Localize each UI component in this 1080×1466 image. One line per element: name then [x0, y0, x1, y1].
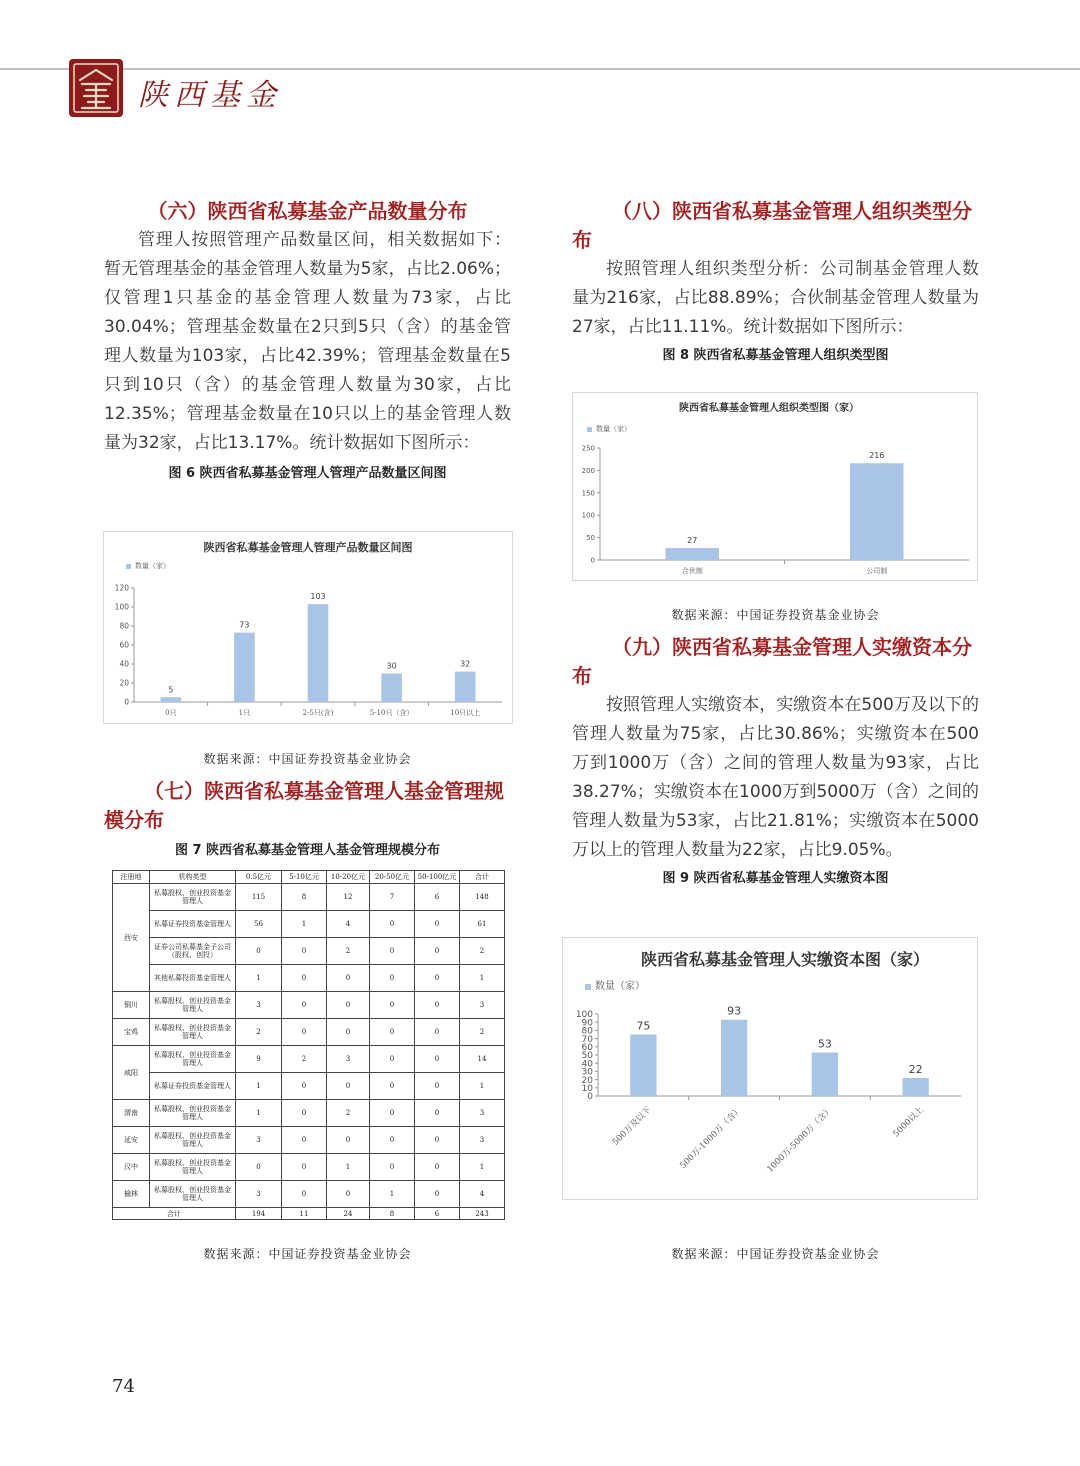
table-header-cell: 注册地 [113, 871, 150, 884]
section-7-title: （七）陕西省私募基金管理人基金管理规模分布 [104, 779, 504, 832]
table-cell: 0 [415, 938, 460, 965]
table-cell: 4 [327, 911, 370, 938]
table-city-cell: 延安 [113, 1127, 150, 1154]
table-cell: 0 [370, 911, 415, 938]
table-city-cell: 渭南 [113, 1100, 150, 1127]
table-header-row [113, 871, 505, 884]
y-tick-label: 120 [114, 583, 129, 593]
bar [721, 1020, 747, 1096]
table-cell: 61 [460, 911, 505, 938]
data-label: 216 [869, 451, 885, 461]
legend-swatch [585, 984, 591, 990]
table-cell: 私募证券投资基金管理人 [150, 1073, 236, 1100]
table-total-cell: 8 [370, 1208, 415, 1220]
table-cell: 3 [460, 992, 505, 1019]
chart-title: 陕西省私募基金管理人管理产品数量区间图 [203, 541, 413, 554]
y-tick-label: 20 [581, 1075, 593, 1086]
shaanxi-fund-logo-icon [68, 58, 124, 118]
table-total-cell: 24 [327, 1208, 370, 1220]
section-9-title: （九）陕西省私募基金管理人实缴资本分布 [572, 635, 972, 688]
section-8-title: （八）陕西省私募基金管理人组织类型分布 [572, 199, 972, 252]
table-city-cell: 汉中 [113, 1154, 150, 1181]
section-8 [572, 197, 979, 366]
table-cell: 私募股权、创业投资基金管理人 [150, 884, 236, 911]
table-header-cell: 5-10亿元 [282, 871, 327, 884]
table-cell: 3 [236, 992, 282, 1019]
legend-swatch [587, 427, 592, 432]
table-cell: 证券公司私募基金子公司（股权、创投） [150, 938, 236, 965]
legend-label: 数量（家） [135, 562, 170, 570]
table-row [113, 992, 505, 1019]
y-tick-label: 200 [581, 466, 595, 475]
table-cell: 14 [460, 1046, 505, 1073]
data-label: 30 [386, 661, 397, 671]
table-cell: 3 [236, 1181, 282, 1208]
legend-label: 数量（家） [596, 425, 631, 433]
section-6-paragraph: 管理人按照管理产品数量区间，相关数据如下：暂无管理基金的基金管理人数量为5家，占比2.06%；仅管理1只基金的基金管理人数量为73家，占比30.04%；管理基金数量在2只到5只（含）的基金管理人数量为103家，占比42.39%；管理基金数量在5只到10只（含）的基金管理人数量为30家，占比12.35%；管理基金数量在10只以上的基金管理人数量为32家，占比13.17%。统计数据如下图所示： [104, 230, 511, 453]
bar [850, 463, 904, 560]
y-tick-label: 0 [590, 556, 595, 565]
data-label: 53 [817, 1037, 832, 1051]
y-tick-label: 100 [581, 511, 595, 520]
table-row [113, 884, 505, 911]
table-cell: 私募股权、创业投资基金管理人 [150, 1019, 236, 1046]
data-label: 93 [727, 1004, 742, 1018]
y-tick-label: 0 [587, 1092, 593, 1103]
y-tick-label: 100 [575, 1010, 593, 1021]
figure-9-chart [562, 937, 978, 1200]
table-cell: 12 [327, 884, 370, 911]
table-cell: 0 [415, 1046, 460, 1073]
table-row [113, 1127, 505, 1154]
table-cell: 1 [236, 1073, 282, 1100]
y-tick-label: 20 [119, 678, 129, 688]
table-cell: 0 [415, 965, 460, 992]
section-9-paragraph: 按照管理人实缴资本，实缴资本在500万及以下的管理人数量为75家，占比30.86%；实缴资本在500万到1000万（含）之间的管理人数量为93家，占比38.27%；实缴资本在1000万到5000万（含）之间的管理人数量为53家，占比21.81%；实缴资本在5000万以上的管理人数量为22家，占比9.05%。 [572, 695, 979, 860]
table-row [113, 1100, 505, 1127]
x-tick-label: 公司制 [866, 567, 888, 575]
y-tick-label: 80 [581, 1026, 593, 1037]
table-row [113, 1154, 505, 1181]
table-cell: 0 [327, 1181, 370, 1208]
table-total-label: 合计 [113, 1208, 236, 1220]
table-cell: 私募股权、创业投资基金管理人 [150, 1046, 236, 1073]
table-cell: 私募股权、创业投资基金管理人 [150, 992, 236, 1019]
bar [160, 697, 181, 702]
x-tick-label: 500万-1000万（含） [678, 1105, 745, 1171]
bar [630, 1035, 656, 1097]
table-total-row [113, 1208, 505, 1220]
table-row [113, 1073, 505, 1100]
y-tick-label: 150 [581, 489, 595, 498]
table-header-cell: 50-100亿元 [415, 871, 460, 884]
table-cell: 私募股权、创业投资基金管理人 [150, 1100, 236, 1127]
table-cell: 115 [236, 884, 282, 911]
table-cell: 3 [460, 1127, 505, 1154]
table-row [113, 911, 505, 938]
table-cell: 1 [460, 1154, 505, 1181]
table-cell: 私募股权、创业投资基金管理人 [150, 1127, 236, 1154]
table-cell: 0 [236, 938, 282, 965]
table-cell: 0 [415, 1073, 460, 1100]
table-cell: 0 [370, 1127, 415, 1154]
figure-7-caption: 图 7 陕西省私募基金管理人基金管理规模分布 [174, 843, 441, 858]
figure-6-source: 数据来源：中国证券投资基金业协会 [203, 752, 412, 766]
y-tick-label: 100 [114, 602, 129, 612]
x-tick-label: 2-5只(含) [302, 709, 334, 717]
table-cell: 56 [236, 911, 282, 938]
table-cell: 0 [327, 965, 370, 992]
y-tick-label: 40 [119, 659, 129, 669]
table-cell: 2 [460, 938, 505, 965]
table-total-cell: 11 [282, 1208, 327, 1220]
figure-6-caption: 图 6 陕西省私募基金管理人管理产品数量区间图 [168, 466, 447, 481]
x-tick-label: 500万及以下 [610, 1105, 654, 1148]
table-city-cell: 榆林 [113, 1181, 150, 1208]
x-tick-label: 合伙制 [681, 567, 703, 575]
bar [812, 1053, 838, 1096]
table-cell: 0 [370, 1046, 415, 1073]
table-cell: 0 [415, 1100, 460, 1127]
table-header-cell: 合计 [460, 871, 505, 884]
table-cell: 2 [460, 1019, 505, 1046]
x-tick-label: 1000万-5000万（含） [765, 1105, 835, 1175]
table-cell: 0 [415, 911, 460, 938]
table-cell: 其他私募投资基金管理人 [150, 965, 236, 992]
x-tick-label: 10只以上 [450, 709, 481, 717]
data-label: 75 [636, 1019, 651, 1033]
table-header-cell: 20-50亿元 [370, 871, 415, 884]
table-cell: 0 [282, 1154, 327, 1181]
y-tick-label: 80 [119, 621, 129, 631]
table-cell: 0 [370, 965, 415, 992]
y-tick-label: 60 [581, 1042, 593, 1053]
table-cell: 0 [282, 1181, 327, 1208]
table-cell: 私募证券投资基金管理人 [150, 911, 236, 938]
section-6 [104, 197, 511, 484]
table-cell: 148 [460, 884, 505, 911]
figure-8-chart [572, 392, 978, 581]
table-cell: 0 [415, 1127, 460, 1154]
table-cell: 4 [460, 1181, 505, 1208]
bar [381, 674, 402, 703]
table-cell: 0 [282, 1073, 327, 1100]
table-cell: 0 [327, 1073, 370, 1100]
table-cell: 0 [370, 992, 415, 1019]
table-header-cell: 10-20亿元 [327, 871, 370, 884]
y-tick-label: 10 [581, 1083, 593, 1094]
x-tick-label: 5-10只（含） [369, 709, 414, 717]
table-cell: 0 [282, 1019, 327, 1046]
table-total-cell: 194 [236, 1208, 282, 1220]
table-cell: 0 [370, 1154, 415, 1181]
table-cell: 9 [236, 1046, 282, 1073]
table-cell: 私募股权、创业投资基金管理人 [150, 1181, 236, 1208]
section-7 [104, 777, 511, 861]
table-city-cell: 宝鸡 [113, 1019, 150, 1046]
data-label: 103 [310, 592, 326, 602]
x-tick-label: 5000以上 [891, 1105, 926, 1140]
y-tick-label: 0 [124, 697, 129, 707]
bar [455, 672, 476, 702]
figure-9-source: 数据来源：中国证券投资基金业协会 [671, 1247, 880, 1261]
table-row [113, 1181, 505, 1208]
data-label: 27 [687, 535, 698, 545]
figure-6-chart [103, 531, 513, 724]
bar [234, 633, 255, 702]
table-cell: 私募股权、创业投资基金管理人 [150, 1154, 236, 1181]
x-tick-label: 0只 [165, 709, 177, 717]
y-tick-label: 70 [581, 1034, 593, 1045]
table-cell: 1 [327, 1154, 370, 1181]
table-cell: 3 [460, 1100, 505, 1127]
table-cell: 2 [282, 1046, 327, 1073]
table-cell: 0 [370, 1019, 415, 1046]
table-cell: 2 [236, 1019, 282, 1046]
table-cell: 2 [327, 938, 370, 965]
table-cell: 1 [370, 1181, 415, 1208]
table-cell: 0 [370, 1073, 415, 1100]
table-header-cell: 机构类型 [150, 871, 236, 884]
table-cell: 1 [236, 965, 282, 992]
figure-7-source: 数据来源：中国证券投资基金业协会 [203, 1247, 412, 1261]
table-cell: 1 [282, 911, 327, 938]
data-label: 22 [908, 1062, 923, 1076]
table-cell: 7 [370, 884, 415, 911]
table-row [113, 938, 505, 965]
table-cell: 0 [415, 992, 460, 1019]
table-cell: 6 [415, 884, 460, 911]
table-cell: 0 [282, 1127, 327, 1154]
table-cell: 0 [370, 1100, 415, 1127]
table-header-cell: 0.5亿元 [236, 871, 282, 884]
table-cell: 0 [282, 992, 327, 1019]
table-cell: 0 [327, 1127, 370, 1154]
section-8-paragraph: 按照管理人组织类型分析：公司制基金管理人数量为216家，占比88.89%；合伙制基金管理人数量为27家，占比11.11%。统计数据如下图所示： [572, 259, 979, 337]
table-cell: 3 [327, 1046, 370, 1073]
table-cell: 0 [282, 965, 327, 992]
legend-label: 数量（家） [595, 981, 645, 992]
y-tick-label: 50 [581, 1051, 593, 1062]
figure-9-caption: 图 9 陕西省私募基金管理人实缴资本图 [662, 871, 889, 886]
y-tick-label: 90 [581, 1018, 593, 1029]
section-9 [572, 633, 979, 889]
table-cell: 1 [236, 1100, 282, 1127]
table-city-cell: 铜川 [113, 992, 150, 1019]
x-tick-label: 1只 [238, 709, 251, 717]
y-tick-label: 30 [581, 1067, 593, 1078]
data-label: 32 [460, 659, 471, 669]
table-city-cell: 西安 [113, 884, 150, 992]
chart-title: 陕西省私募基金管理人组织类型图（家） [679, 403, 859, 414]
y-tick-label: 40 [581, 1059, 593, 1070]
bar [665, 548, 719, 560]
y-tick-label: 250 [581, 444, 595, 453]
table-cell: 0 [236, 1154, 282, 1181]
table-cell: 0 [415, 1154, 460, 1181]
table-cell: 1 [460, 1073, 505, 1100]
table-row [113, 1019, 505, 1046]
table-cell: 1 [460, 965, 505, 992]
table-total-cell: 243 [460, 1208, 505, 1220]
figure-8-source: 数据来源：中国证券投资基金业协会 [671, 608, 880, 622]
data-label: 73 [239, 620, 250, 630]
table-cell: 0 [415, 1019, 460, 1046]
table-total-cell: 6 [415, 1208, 460, 1220]
table-cell: 0 [327, 1019, 370, 1046]
table-row [113, 965, 505, 992]
section-6-title: （六）陕西省私募基金产品数量分布 [147, 199, 468, 223]
figure-8-caption: 图 8 陕西省私募基金管理人组织类型图 [662, 348, 889, 363]
table-cell: 0 [415, 1181, 460, 1208]
table-city-cell: 咸阳 [113, 1046, 150, 1100]
y-tick-label: 50 [586, 534, 595, 543]
bar [308, 604, 329, 702]
chart-title: 陕西省私募基金管理人实缴资本图（家） [640, 950, 930, 969]
table-cell: 0 [282, 938, 327, 965]
table-cell: 0 [327, 992, 370, 1019]
table-cell: 3 [236, 1127, 282, 1154]
y-tick-label: 60 [119, 640, 129, 650]
table-cell: 2 [327, 1100, 370, 1127]
table-row [113, 1046, 505, 1073]
data-label: 5 [168, 685, 174, 695]
bar [902, 1078, 928, 1096]
figure-7-table [112, 870, 505, 1220]
page-number: 74 [112, 1376, 135, 1397]
table-cell: 0 [282, 1100, 327, 1127]
table-cell: 0 [370, 938, 415, 965]
legend-swatch [126, 564, 131, 569]
table-cell: 8 [282, 884, 327, 911]
brand-title: 陕西基金 [138, 78, 282, 113]
